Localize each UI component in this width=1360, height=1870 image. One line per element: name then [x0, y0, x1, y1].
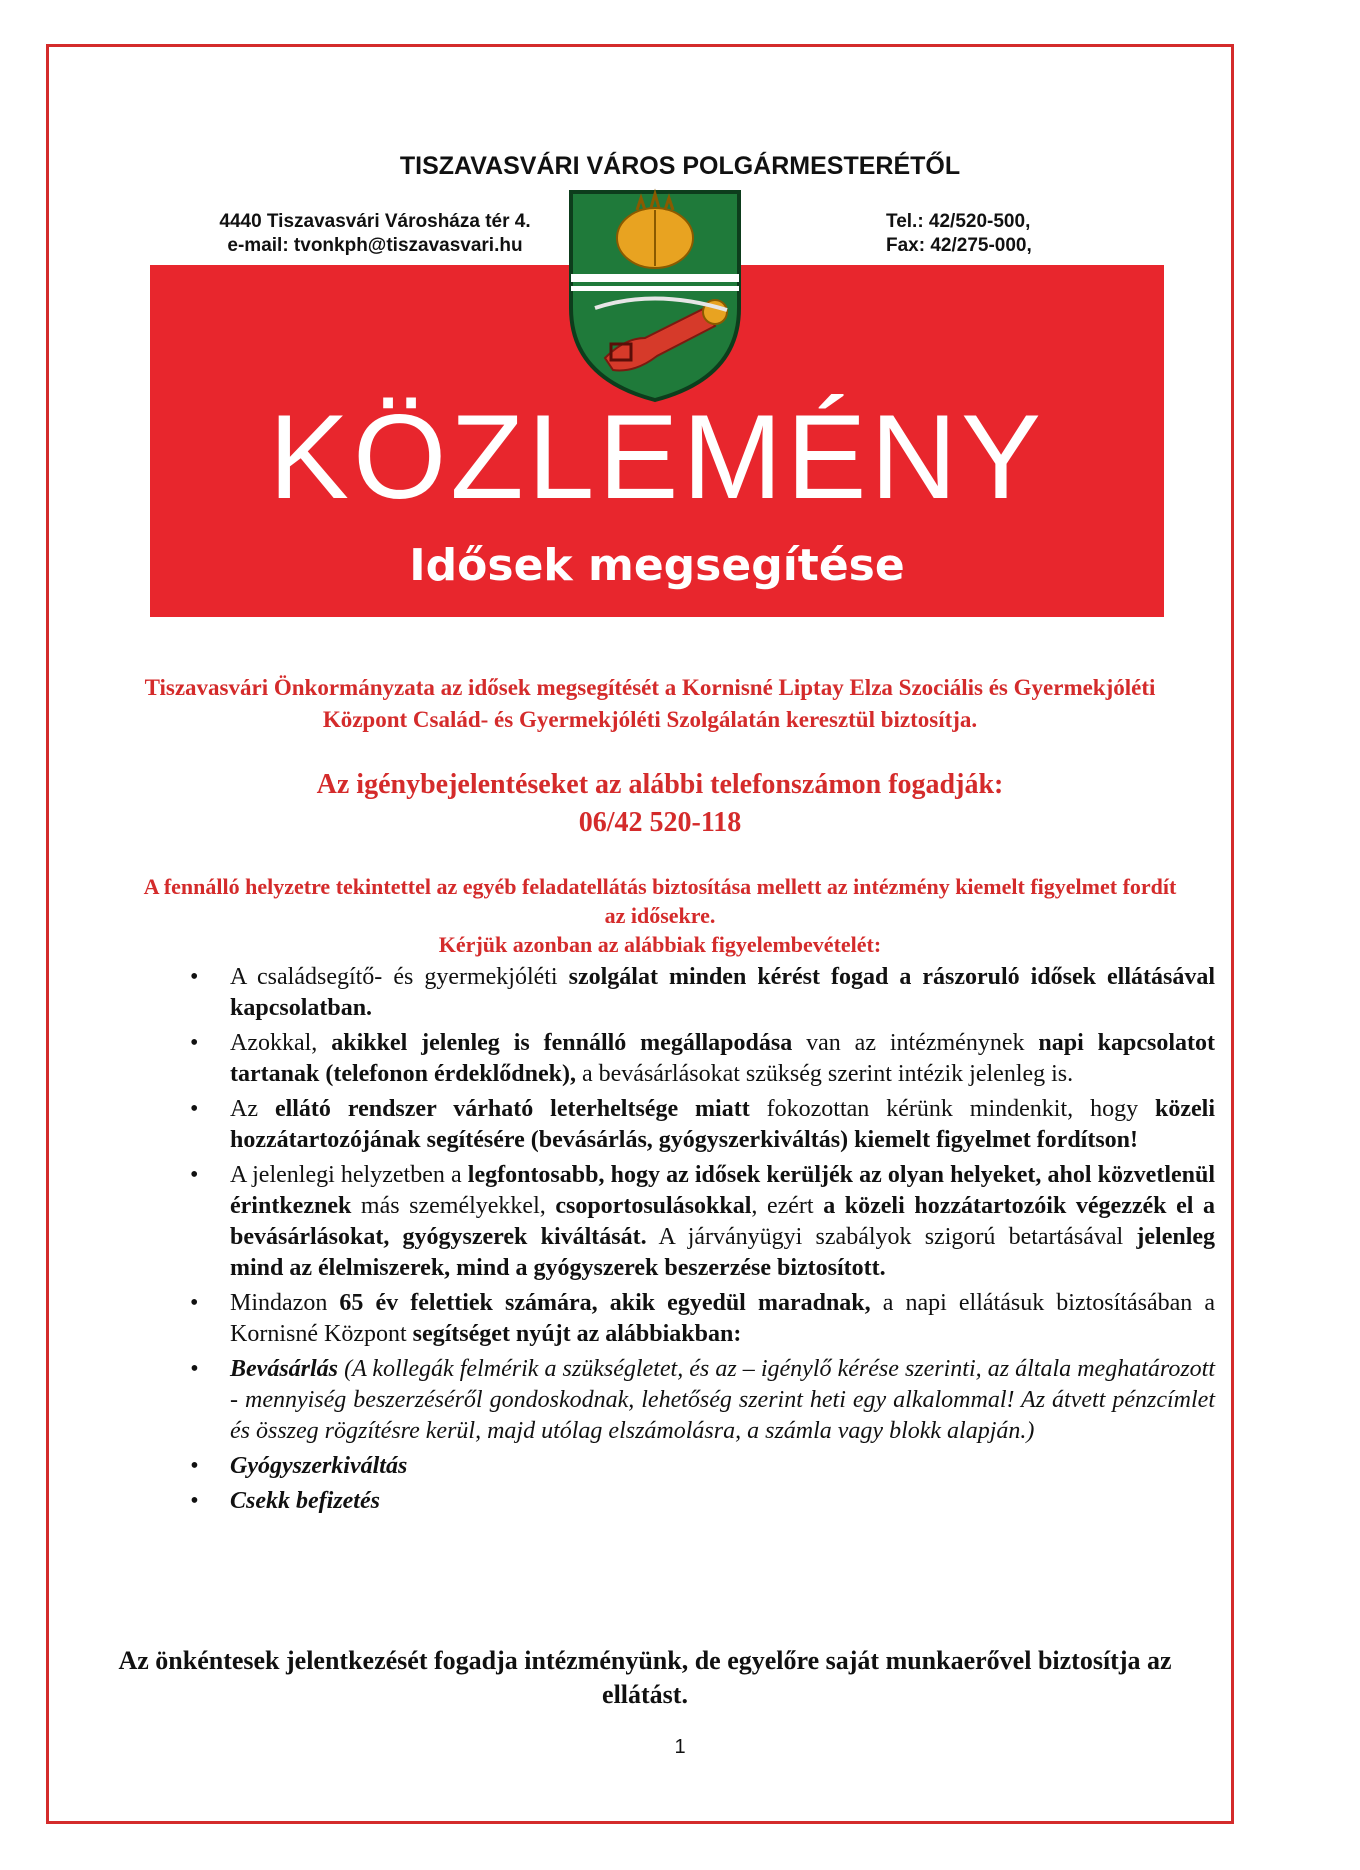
email-line: e-mail: tvonkph@tiszavasvari.hu	[227, 235, 523, 256]
contact-block	[886, 210, 1116, 258]
page-number: 1	[674, 1736, 686, 1758]
header-title: TISZAVASVÁRI VÁROS POLGÁRMESTERÉTŐL	[399, 152, 961, 180]
request-line: Az igénybejelentéseket az alábbi telefonszámon fogadják:	[316, 769, 1004, 800]
fax-line: Fax: 42/275-000,	[886, 235, 1032, 256]
address-block	[190, 210, 560, 258]
notice-line: A fennálló helyzetre tekintettel az egyéb feladatellátás biztosítása mellett az intézmény kiemelt figyelmet fordít az idősekre.	[143, 874, 1177, 928]
request-block	[140, 766, 1180, 842]
list-item: • Gyógyszerkiváltás	[230, 1451, 1215, 1482]
intro-paragraph: Tiszavasvári Önkormányzata az idősek megsegítését a Kornisné Liptay Elza Szociális és Gyermekjóléti Központ Család- és Gyermekjóléti Szolgálatán keresztül biztosítja.	[144, 675, 1156, 732]
footer-note: Az önkéntesek jelentkezését fogadja intézményünk, de egyelőre saját munkaerővel biztosítja az ellátást.	[118, 1646, 1172, 1709]
announcement-title: KÖZLEMÉNY	[268, 390, 1046, 524]
announcement-subtitle: Idősek megsegítése	[409, 540, 905, 591]
list-item: • Csekk befizetés	[230, 1486, 1215, 1517]
list-item: • Mindazon 65 év felettiek számára, akik egyedül maradnak, a napi ellátásuk biztosításában a Kornisné Központ segítséget nyújt az alábbiakban:	[230, 1288, 1215, 1350]
coat-of-arms-icon	[565, 188, 745, 403]
list-item: • Bevásárlás (A kollegák felmérik a szükségletet, és az – igénylő kérése szerinti, az általa meghatározott - mennyiség beszerzéséről gondoskodnak, lehetőség szerint heti egy alkalommal! Az átvett pénzcímlet és összeg rögzítésre kerül, majd utólag elszámolásra, a számla vagy blokk alapján.)	[230, 1354, 1215, 1447]
bullet-list	[182, 962, 1215, 1521]
list-item: • A családsegítő- és gyermekjóléti szolgálat minden kérést fogad a rászoruló idősek ellátásával kapcsolatban.	[230, 962, 1215, 1024]
notice-block	[140, 872, 1180, 959]
request-phone: 06/42 520-118	[578, 807, 742, 838]
tel-line: Tel.: 42/520-500,	[886, 211, 1031, 232]
address-line: 4440 Tiszavasvári Városháza tér 4.	[219, 211, 531, 232]
list-item: • A jelenlegi helyzetben a legfontosabb, hogy az idősek kerüljék az olyan helyeket, ahol közvetlenül érintkeznek más személyekkel, csoportosulásokkal, ezért a közeli hozzátartozóik végezzék el a bevásárlásokat, gyógyszerek kiváltását. A járványügyi szabályok szigorú betartásával jelenleg mind az élelmiszerek, mind a gyógyszerek beszerzése biztosított.	[230, 1160, 1215, 1284]
list-item: • Azokkal, akikkel jelenleg is fennálló megállapodása van az intézménynek napi kapcsolatot tartanak (telefonon érdeklődnek), a bevásárlásokat szükség szerint intézik jelenleg is.	[230, 1028, 1215, 1090]
notice-emphasis: Kérjük azonban az alábbiak figyelembevételét:	[438, 932, 882, 957]
list-item: • Az ellátó rendszer várható leterheltsége miatt fokozottan kérünk mindenkit, hogy közeli hozzátartozójának segítésére (bevásárlás, gyógyszerkiváltás) kiemelt figyelmet fordítson!	[230, 1094, 1215, 1156]
